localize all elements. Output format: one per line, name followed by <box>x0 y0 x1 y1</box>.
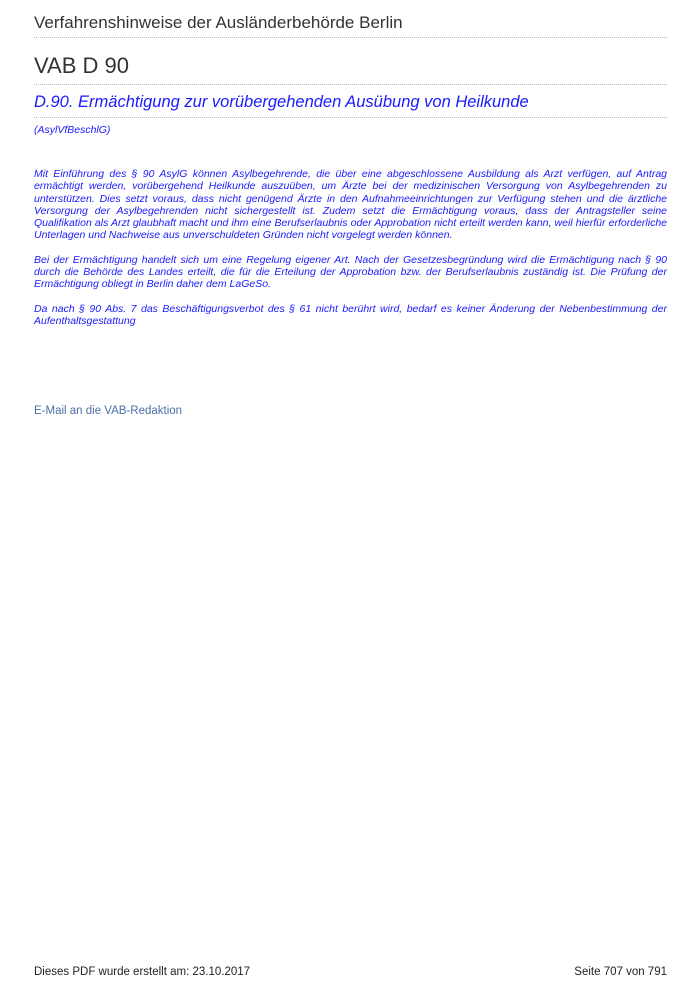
paragraph-3: Da nach § 90 Abs. 7 das Beschäftigungsverbot des § 61 nicht berührt wird, bedarf es keiner Änderung der Nebenbestimmung der Aufenthaltsgestattung <box>34 302 667 327</box>
footer-created-date: Dieses PDF wurde erstellt am: 23.10.2017 <box>34 966 251 978</box>
site-title: Verfahrenshinweise der Ausländerbehörde Berlin <box>34 13 403 32</box>
document-code: VAB D 90 <box>34 53 129 78</box>
section-title: D.90. Ermächtigung zur vorübergehenden Ausübung von Heilkunde <box>34 93 529 111</box>
code-divider <box>34 84 667 85</box>
email-editorial-link[interactable]: E-Mail an die VAB-Redaktion <box>34 405 183 417</box>
footer-page-number: Seite 707 von 791 <box>574 966 667 978</box>
section-divider <box>34 117 667 118</box>
paragraph-2: Bei der Ermächtigung handelt sich um eine Regelung eigener Art. Nach der Gesetzesbegründung wird die Ermächtigung nach § 90 durch die Behörde des Landes erteilt, die für die Erteilung der Approbation bzw. der Berufserlaubnis zuständig ist. Die Prüfung der Ermächtigung obliegt in Berlin daher dem LaGeSo. <box>34 253 667 291</box>
document-page <box>34 0 667 990</box>
paragraph-1: Mit Einführung des § 90 AsylG können Asylbegehrende, die über eine abgeschlossene Ausbildung als Arzt verfügen, auf Antrag ermächtigt werden, vorübergehend Heilkunde auszuüben, um Ärzte bei der medizinischen Versorgung von Asylbegehrenden zu unterstützen. Dies setzt voraus, dass nicht genügend Ärzte in den Aufnahmeeinrichtungen zur Verfügung stehen und die ärztliche Versorgung der Asylbegehrenden nicht sichergestellt ist. Zudem setzt die Ermächtigung voraus, dass der Antragsteller seine Qualifikation als Arzt glaubhaft macht und ihm eine Berufserlaubnis oder Approbation nicht erteilt werden kann, weil hierfür erforderliche Unterlagen und Nachweise aus unverschuldeten Gründen nicht vorgelegt werden können. <box>34 168 667 242</box>
law-reference: (AsylVfBeschlG) <box>34 124 111 136</box>
header-divider <box>34 37 667 38</box>
body-text <box>34 168 667 339</box>
